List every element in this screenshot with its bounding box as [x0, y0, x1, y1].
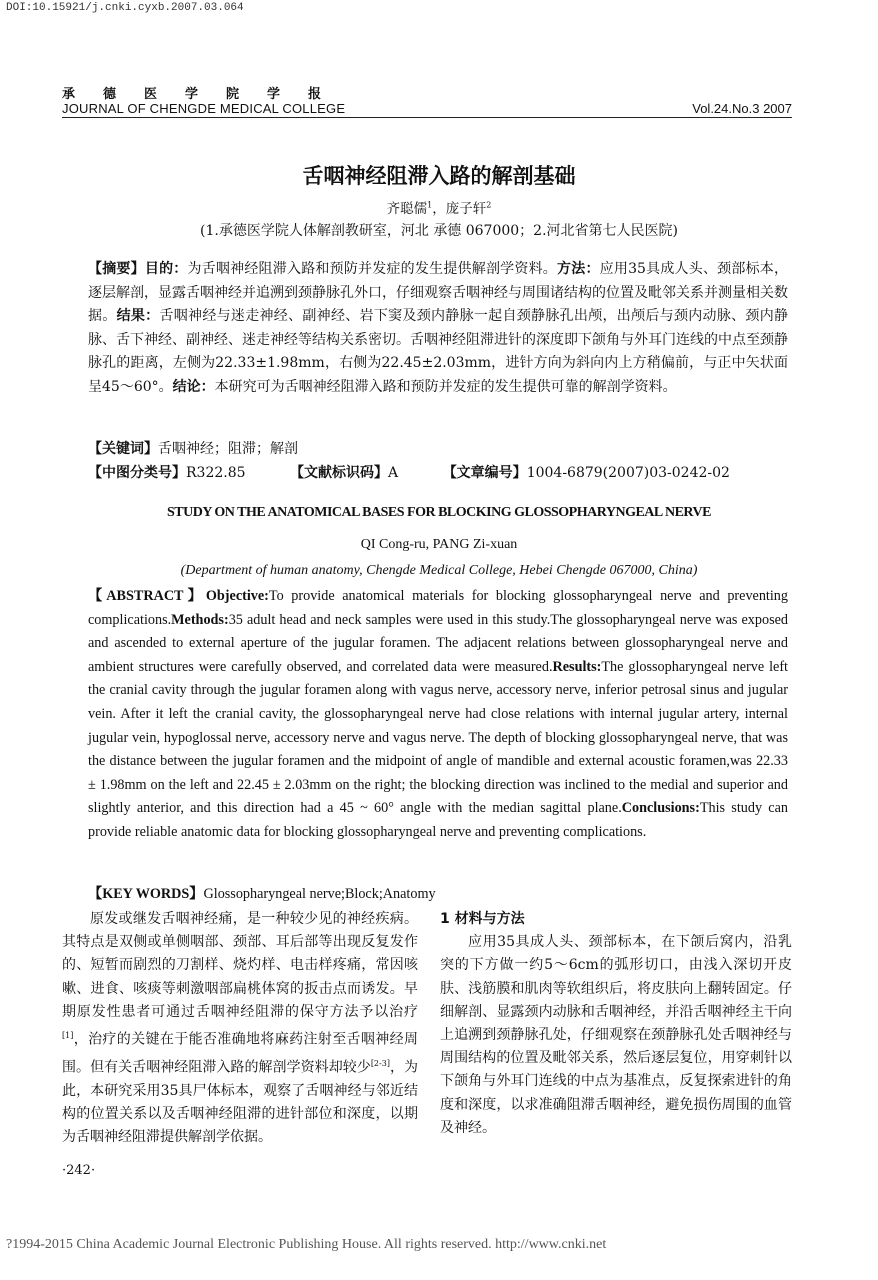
author-2: 庞子轩: [445, 201, 487, 217]
results-label-en: Results:: [552, 658, 602, 675]
doc-code-value: A: [388, 465, 399, 481]
author-1: 齐聪儒: [386, 201, 428, 217]
keywords-en-text: Glossopharyngeal nerve;Block;Anatomy: [203, 886, 436, 902]
authors-en: QI Cong-ru, PANG Zi-xuan: [360, 537, 518, 552]
copyright-footer: ?1994-2015 China Academic Journal Electronic Publishing House. All rights reserved. http://www.cnki.net: [6, 1237, 607, 1252]
authors-cn: [0, 197, 878, 217]
conclusion-cn: 本研究可为舌咽神经阻滞入路和预防并发症的发生提供可靠的解剖学资料。: [214, 378, 677, 395]
affiliation-en: (Department of human anatomy, Chengde Medical College, Hebei Chengde 067000, China): [180, 563, 698, 578]
citation-1: [1]: [62, 1031, 74, 1041]
keywords-cn: [88, 438, 298, 458]
methods-paragraph: 应用35具成人头、颈部标本，在下颌后窝内，沿乳突的下方做一约5～6cm的弧形切口，由浅入深切开皮肤、浅筋膜和肌肉等软组织后，将皮肤向上翻转固定。仔细解剖、显露颈内动脉和舌咽神经，并沿舌咽神经主干向上追溯到颈静脉孔处，仔细观察在颈静脉孔处舌咽神经与周围结构的位置及毗邻关系，然后逐层复位，用穿刺针以下颌角与外耳门连线的中点为基准点，反复探索进针的角度和深度，以求准确阻滞舌咽神经，避免损伤周围的血管及神经。: [440, 934, 792, 1136]
body-left-column: [62, 908, 418, 1149]
abstract-en: [88, 585, 788, 845]
article-id-value: 1004-6879(2007)03-0242-02: [526, 465, 730, 481]
keywords-en: [88, 883, 436, 903]
objective-label-cn: 目的：: [144, 261, 188, 277]
objective-en: To provide anatomical materials for blocking glossopharyngeal nerve and preventing complications.: [88, 588, 788, 628]
intro-text-3: ，为此，本研究采用35具尸体标本，观察了舌咽神经与邻近结构的位置关系以及舌咽神经阻滞的进针部位和深度，以期为舌咽神经阻滞提供解剖学依据。: [62, 1059, 419, 1146]
methods-label-cn: 方法：: [557, 261, 600, 277]
journal-name-en: JOURNAL OF CHENGDE MEDICAL COLLEGE: [62, 101, 346, 116]
body-right-column: [440, 908, 792, 1140]
citation-2: [2-3]: [370, 1058, 390, 1068]
clc-value: R322.85: [186, 465, 246, 481]
article-id-label: 【文章编号】: [442, 465, 527, 481]
conclusions-label-en: Conclusions:: [621, 800, 700, 817]
page-number: ·242·: [62, 1163, 96, 1178]
objective-cn: 为舌咽神经阻滞入路和预防并发症的发生提供解剖学资料。: [187, 261, 558, 277]
methods-cn: 应用35具成人头、颈部标本，逐层解剖，显露舌咽神经并追溯到颈静脉孔外口，仔细观察舌咽神经与周围诸结构的位置及毗邻关系并测量相关数据。: [88, 261, 789, 324]
journal-volume: Vol.24.No.3 2007: [692, 101, 792, 116]
classification-line: [88, 462, 730, 482]
conclusion-label-cn: 结论：: [172, 378, 215, 395]
author-separator: ，: [432, 201, 446, 217]
doc-code-label: 【文献标识码】: [290, 465, 389, 481]
results-cn: 舌咽神经与迷走神经、副神经、岩下窦及颈内静脉一起自颈静脉孔出颅，出颅后与颈内动脉、颈内静脉、舌下神经、副神经、迷走神经等结构关系密切。舌咽神经阻滞进针的深度即下颌角与外耳门连线的中点至颈静脉孔的距离，左侧为22.33±1.98mm，右侧为22.45±2.03mm，进针方向为斜向内上方稍偏前，与正中矢状面呈45～60°。: [88, 308, 789, 395]
header-rule: [62, 117, 792, 118]
conclusions-en: This study can provide reliable anatomic data for blocking glossopharyngeal nerve and preventing complications.: [88, 800, 788, 840]
abstract-cn: [88, 258, 788, 399]
objective-label-en: Objective:: [205, 588, 269, 604]
intro-text-1: 原发或继发舌咽神经痛，是一种较少见的神经疾病。其特点是双侧或单侧咽部、颈部、耳后部等出现反复发作的、短暂而剧烈的刀割样、烧灼样、电击样疼痛，常因咳嗽、进食、咳痰等刺激咽部扁桃体窝的扳击点而诱发。早期原发性患者可通过舌咽神经阻滞的保守方法予以治疗: [62, 911, 418, 1020]
methods-en: 35 adult head and neck samples were used in this study.The glossopharyngeal nerve was exposed and ascended to external aperture of the jugular foramen. The adjacent relations between glossopharyngeal nerve and ambient structures were carefully observed, and correlated data were measured.: [88, 611, 788, 675]
paper-title-en: STUDY ON THE ANATOMICAL BASES FOR BLOCKING GLOSSOPHARYNGEAL NERVE: [166, 505, 711, 520]
doi-text: DOI:10.15921/j.cnki.cyxb.2007.03.064: [6, 2, 244, 14]
clc-label: 【中图分类号】: [88, 465, 186, 481]
affiliation-cn: (1.承德医学院人体解剖教研室，河北 承德 067000；2.河北省第七人民医院): [200, 223, 678, 239]
author-1-affil-mark: 1: [427, 200, 433, 210]
paper-title-cn: 舌咽神经阻滞入路的解剖基础: [302, 164, 576, 188]
journal-name-cn: 承德医学院学报: [62, 87, 350, 102]
keywords-cn-text: 舌咽神经；阻滞；解剖: [158, 441, 298, 457]
results-en: The glossopharyngeal nerve left the cranial cavity through the jugular foramen along with vagus nerve, accessory nerve, inferior petrosal sinus and jugular vein. After it left the cranial cavity, the glossopharyngeal nerve had close relations with internal jugular artery, internal jugular vein, hypoglossal nerve, accessory nerve and vagus nerve. The depth of blocking glossopharyngeal nerve, that was the distance between the jugular foramen and the midpoint of angle of mandible and external acoustic foramen,was 22.33 ± 1.98mm on the left and 22.45 ± 2.03mm on the right; the blocking direction was inclined to the medial and superior and slightly anterior, and this direction had a 45 ~ 60° angle with the median sagittal plane.: [88, 658, 789, 817]
methods-label-en: Methods:: [171, 611, 229, 628]
results-label-cn: 结果：: [116, 308, 160, 324]
keywords-en-label: 【KEY WORDS】: [88, 886, 204, 902]
section-heading-methods: 1 材料与方法: [440, 911, 525, 927]
intro-text-2: ，治疗的关键在于能否准确地将麻药注射至舌咽神经周围。但有关舌咽神经阻滞入路的解剖学资料却较少: [62, 1031, 418, 1076]
abstract-en-label: 【ABSTRACT】: [88, 588, 206, 604]
abstract-cn-label: 【摘要】: [88, 261, 145, 277]
keywords-cn-label: 【关键词】: [88, 441, 158, 457]
author-2-affil-mark: 2: [486, 200, 492, 210]
